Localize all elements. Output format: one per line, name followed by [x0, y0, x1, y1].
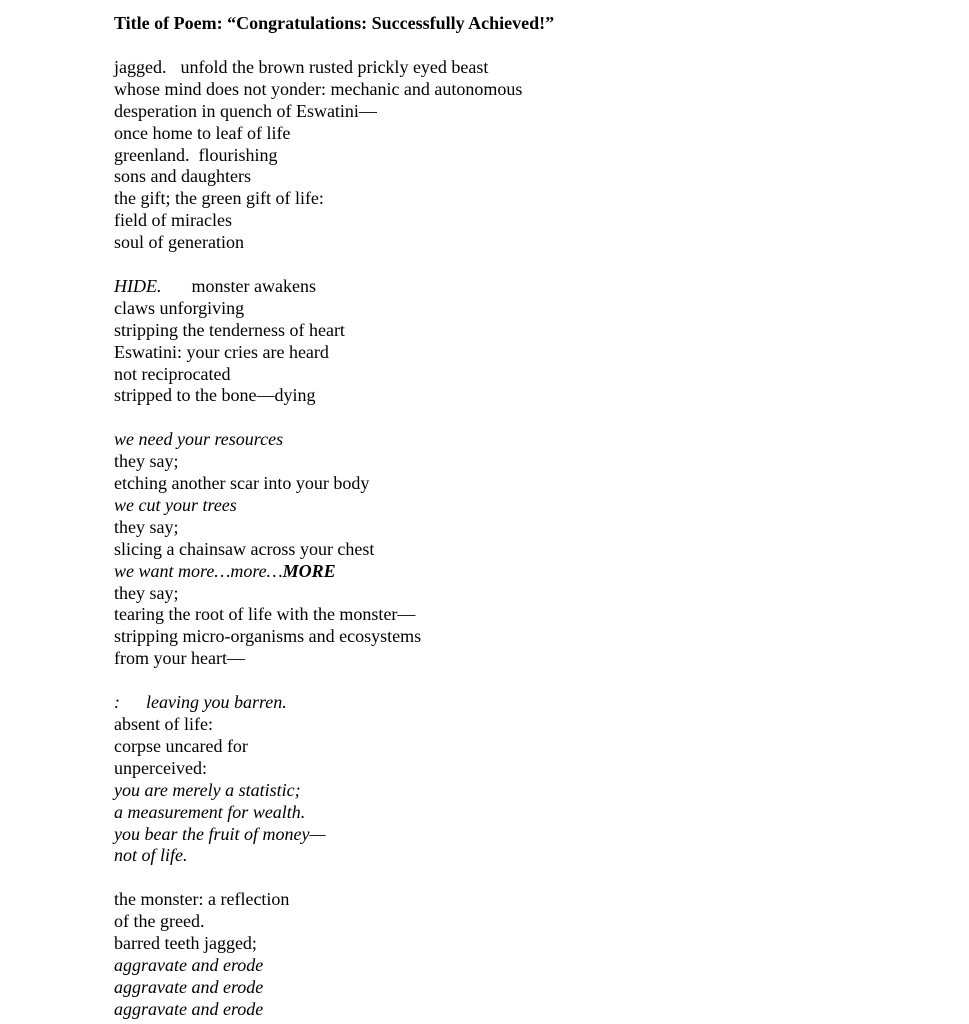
stanza-break: [114, 407, 934, 429]
poem-line: unperceived:: [114, 757, 207, 778]
poem-line: desperation in quench of Eswatini—: [114, 100, 377, 121]
poem-line-part: HIDE.: [114, 276, 162, 297]
poem-line: [114, 561, 934, 583]
poem-line: not reciprocated: [114, 363, 231, 384]
poem-line: Eswatini: your cries are heard: [114, 341, 329, 362]
stanza-3: [114, 429, 934, 670]
poem-line: corpse uncared for: [114, 735, 248, 756]
poem-line: [114, 276, 934, 298]
stanza-2: [114, 276, 934, 407]
poem-line: [114, 145, 934, 167]
poem-line: whose mind does not yonder: mechanic and autonomous: [114, 78, 523, 99]
poem-line: field of miracles: [114, 210, 232, 231]
poem-line: once home to leaf of life: [114, 122, 291, 143]
poem-line: slicing a chainsaw across your chest: [114, 538, 375, 559]
poem-line: a measurement for wealth.: [114, 801, 306, 822]
poem-line: of the greed.: [114, 911, 205, 932]
stanza-4: [114, 692, 934, 867]
poem-line: [114, 57, 934, 79]
poem-line: they say;: [114, 516, 179, 537]
poem-line: [114, 692, 934, 714]
poem-line: the monster: a reflection: [114, 889, 290, 910]
stanza-5: [114, 889, 934, 1020]
poem-line-part: flourishing: [198, 144, 278, 165]
stanza-break: [114, 670, 934, 692]
poem-line-part: MORE: [282, 560, 336, 581]
poem-line-part: unfold the brown rusted prickly eyed beast: [180, 57, 489, 77]
poem-line: we cut your trees: [114, 495, 237, 516]
stanza-break: [114, 35, 934, 57]
poem-line-part: :: [114, 692, 120, 713]
poem-line: sons and daughters: [114, 166, 251, 187]
poem-line: we need your resources: [114, 429, 284, 450]
poem-line-part: jagged.: [114, 57, 167, 77]
poem-line: from your heart—: [114, 648, 245, 669]
stanza-break: [114, 867, 934, 889]
poem-line: you bear the fruit of money—: [114, 823, 326, 844]
stanza-break: [114, 254, 934, 276]
poem-line: absent of life:: [114, 714, 213, 735]
poem-line: claws unforgiving: [114, 297, 245, 318]
poem-line: the gift; the green gift of life:: [114, 188, 324, 209]
document-page: [114, 11, 934, 1021]
poem-line: tearing the root of life with the monster—: [114, 604, 416, 625]
poem-line: stripped to the bone—dying: [114, 385, 316, 406]
poem-line: aggravate and erode: [114, 976, 264, 997]
poem-line: you are merely a statistic;: [114, 779, 301, 800]
poem-line: aggravate and erode: [114, 998, 264, 1019]
poem-line: not of life.: [114, 845, 188, 866]
stanza-1: [114, 57, 934, 254]
poem-line: they say;: [114, 451, 179, 472]
poem-line: aggravate and erode: [114, 954, 264, 975]
poem-line-part: leaving you barren.: [146, 692, 287, 713]
poem-line: etching another scar into your body: [114, 473, 370, 494]
poem-line-part: we want more…more…: [114, 560, 283, 581]
poem-line: they say;: [114, 582, 179, 603]
poem-line-part: monster awakens: [191, 276, 316, 297]
poem-line: barred teeth jagged;: [114, 933, 257, 954]
poem-title: Title of Poem: “Congratulations: Successfully Achieved!”: [114, 13, 555, 33]
poem-line: stripping micro-organisms and ecosystems: [114, 626, 422, 647]
poem-line: stripping the tenderness of heart: [114, 319, 345, 340]
poem-line: soul of generation: [114, 232, 244, 253]
poem-line-part: greenland.: [114, 144, 190, 165]
